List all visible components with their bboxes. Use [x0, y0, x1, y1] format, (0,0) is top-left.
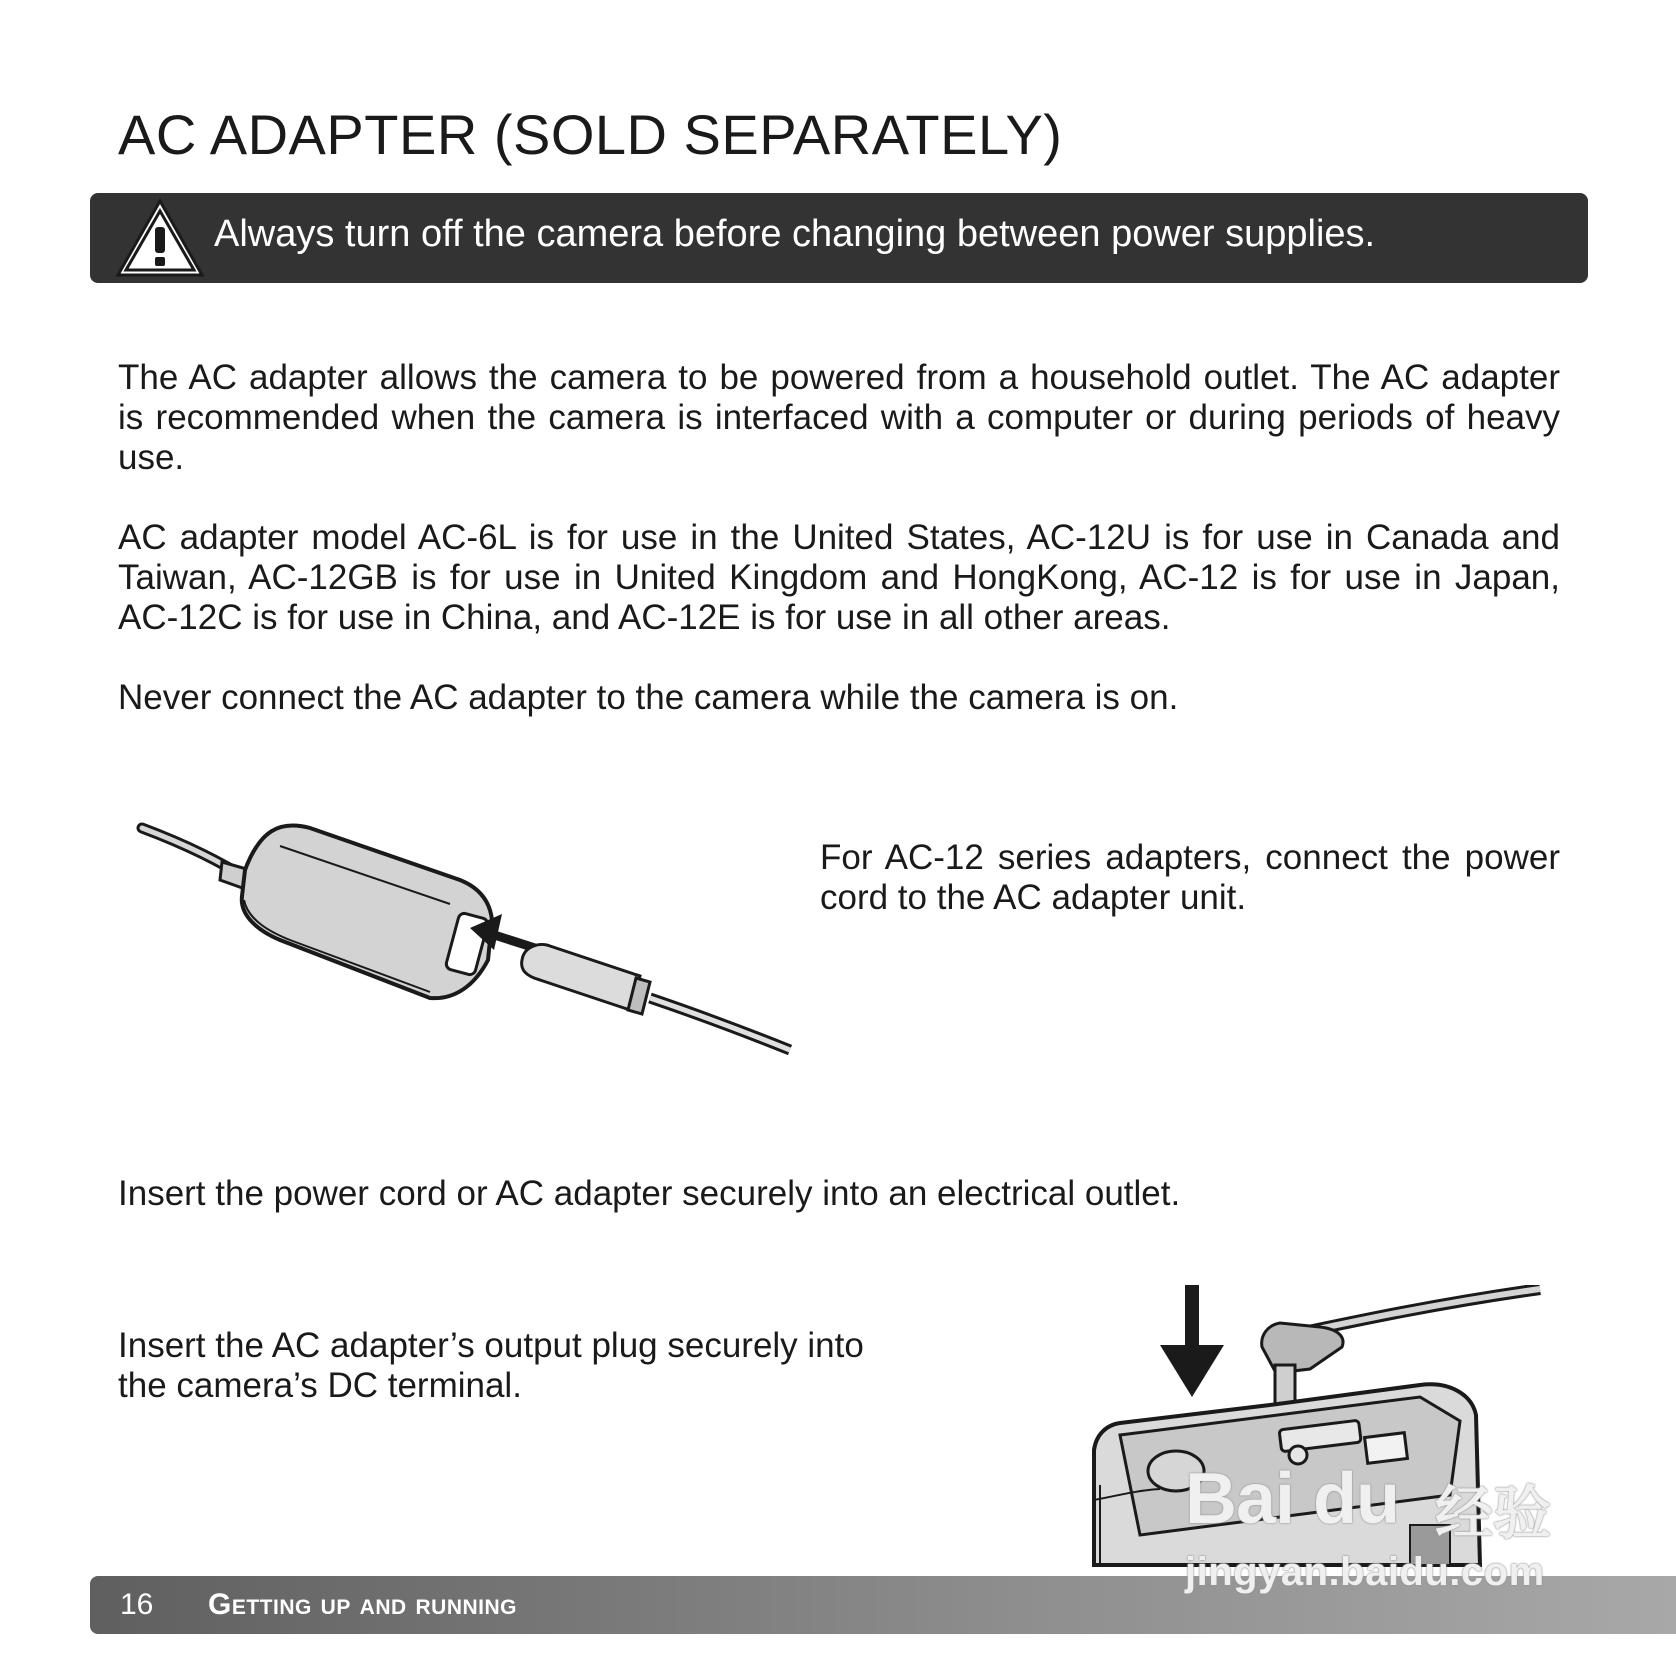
- insert-plug-paragraph: Insert the AC adapter’s output plug securely into the camera’s DC terminal.: [118, 1326, 864, 1405]
- ac-adapter-illustration: [130, 810, 810, 1060]
- warning-triangle-icon: [114, 197, 206, 279]
- page-number: 16: [120, 1588, 154, 1621]
- section-name: Getting up and running: [208, 1588, 518, 1621]
- page-title: AC ADAPTER (SOLD SEPARATELY): [118, 103, 1063, 166]
- watermark-url: jingyan.baidu.com: [1185, 1550, 1545, 1594]
- warning-text: Always turn off the camera before changing between power supplies.: [214, 213, 1376, 255]
- watermark-chinese: 经验: [1435, 1481, 1552, 1546]
- never-connect-paragraph: Never connect the AC adapter to the camera while the camera is on.: [118, 678, 1179, 717]
- intro-paragraph: The AC adapter allows the camera to be powered from a household outlet. The AC adapter is recommended when the camera is interfaced with a computer or during periods of heavy use.: [118, 358, 1560, 477]
- insert-outlet-paragraph: Insert the power cord or AC adapter securely into an electrical outlet.: [118, 1174, 1181, 1213]
- models-paragraph: AC adapter model AC-6L is for use in the United States, AC-12U is for use in Canada and Taiwan, AC-12GB is for use in United Kingdom and HongKong, AC-12 is for use in Japan, AC-12C is for use in China, and AC-12E is for use in all other areas.: [118, 518, 1560, 637]
- warning-banner: [90, 193, 1588, 283]
- ac12-series-paragraph: For AC-12 series adapters, connect the power cord to the AC adapter unit.: [820, 838, 1560, 917]
- baidu-watermark: [1185, 1458, 1585, 1608]
- watermark-brand: Bai du: [1185, 1459, 1400, 1539]
